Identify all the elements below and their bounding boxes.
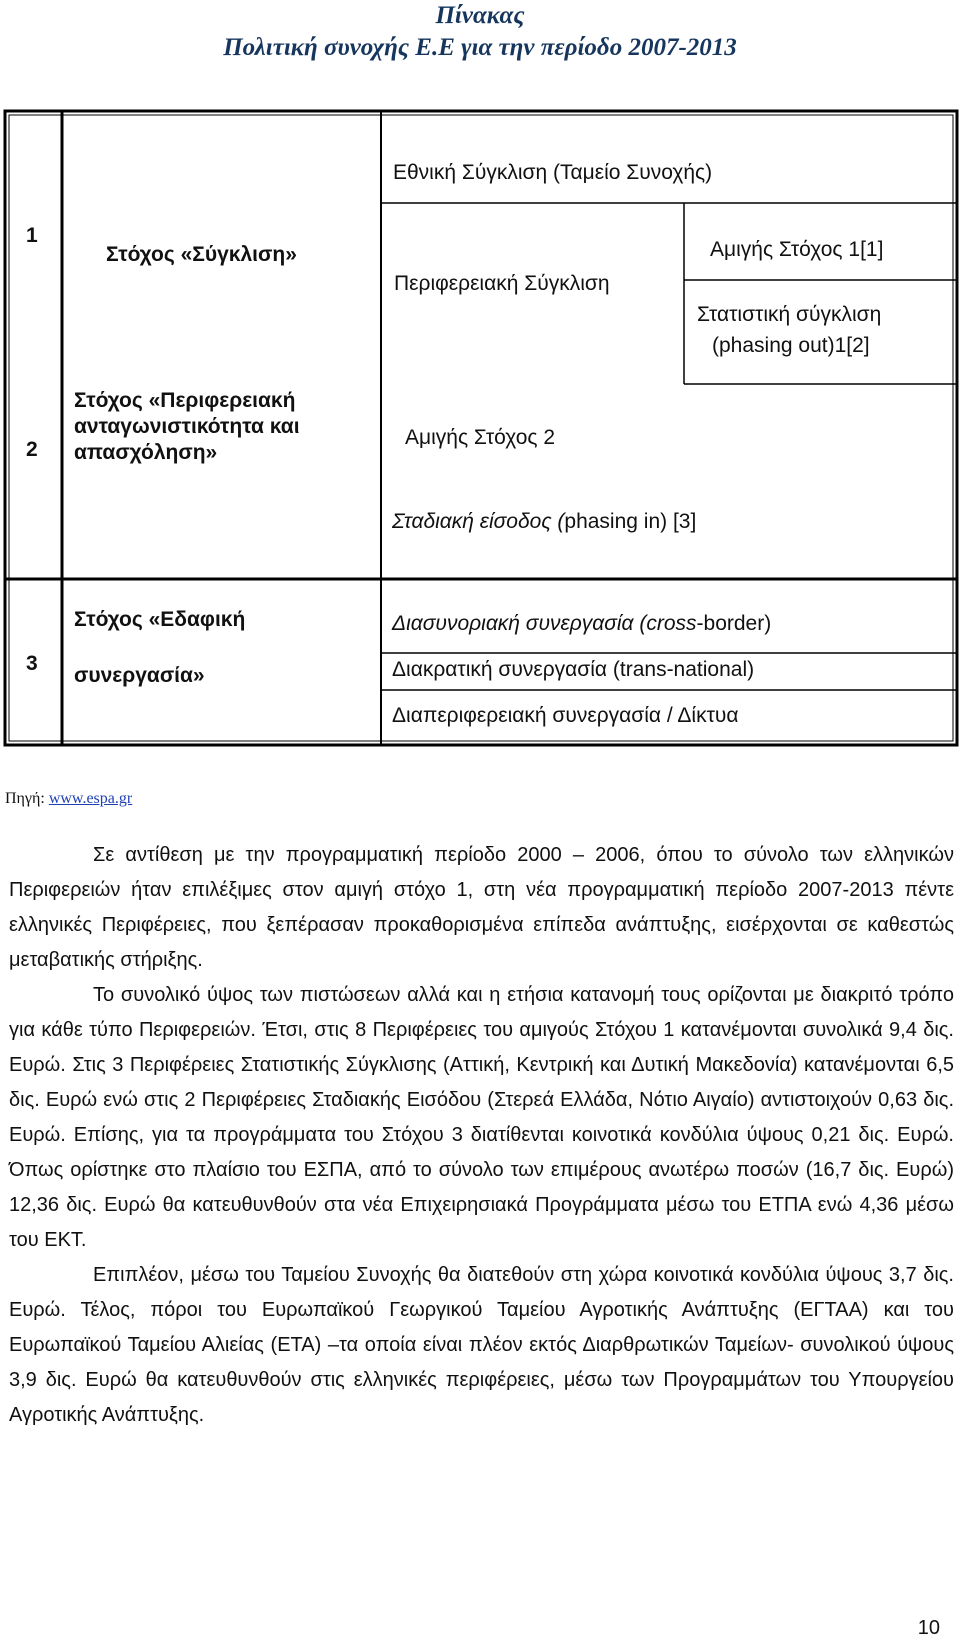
source-link[interactable]: www.espa.gr bbox=[48, 790, 133, 807]
row-2-number: 2 bbox=[26, 438, 38, 461]
phasing-out: (phasing out)1[2] bbox=[712, 334, 870, 357]
body-text bbox=[9, 838, 954, 1433]
row-2-goal bbox=[74, 388, 300, 466]
phasing-in-suffix: phasing in) [3] bbox=[564, 510, 697, 533]
source-note bbox=[5, 790, 132, 808]
cross-border-cooperation bbox=[392, 612, 771, 636]
row-3-number: 3 bbox=[26, 652, 38, 675]
table-caption-title: Πίνακας bbox=[435, 2, 525, 29]
row-1-number: 1 bbox=[26, 224, 38, 247]
phasing-in-prefix: Σταδιακή είσοδος ( bbox=[392, 510, 565, 533]
statistical-convergence: Στατιστική σύγκλιση bbox=[697, 303, 882, 326]
page-number: 10 bbox=[917, 1617, 940, 1639]
national-convergence: Εθνική Σύγκλιση (Ταμείο Συνοχής) bbox=[393, 161, 713, 184]
phasing-in bbox=[392, 510, 696, 534]
paragraph-2: Το συνολικό ύψος των πιστώσεων αλλά και η ετήσια κατανομή τους ορίζονται με διακριτό τρόπο για κάθε τύπο Περιφερειών. Έτσι, στις 8 Περιφέρειες του αμιγούς Στόχου 1 κατανέμονται συνολικά 9,4 δις. Ευρώ. Στις 3 Περιφέρειες Στατιστικής Σύγκλισης (Αττική, Κεντρική και Δυτική Μακεδονία) κατανέμονται 6,5 δις. Ευρώ ενώ στις 2 Περιφέρειες Σταδιακής Εισόδου (Στερεά Ελλάδα, Νότιο Αιγαίο) αντιστοιχούν 0,63 δις. Ευρώ. Επίσης, για τα προγράμματα του Στόχου 3 διατίθενται κοινοτικά κονδύλια ύψους 0,21 δις. Ευρώ. Όπως ορίστηκε στο πλαίσιο του ΕΣΠΑ, από το σύνολο των επιμέρους ανωτέρω ποσών (16,7 δις. Ευρώ) 12,36 δις. Ευρώ θα κατευθυνθούν στα νέα Επιχειρησιακά Προγράμματα μέσω του ΕΤΠΑ ενώ 4,36 μέσω του ΕΚΤ. bbox=[9, 984, 954, 1251]
interregional-cooperation: Διαπεριφερειακή συνεργασία / Δίκτυα bbox=[392, 704, 739, 727]
paragraph-3: Επιπλέον, μέσω του Ταμείου Συνοχής θα διατεθούν στη χώρα κοινοτικά κονδύλια ύψους 3,7 δις. Ευρώ. Τέλος, πόροι του Ευρωπαϊκού Γεωργικού Ταμείου Αγροτικής Ανάπτυξης (ΕΓΤΑΑ) και του Ευρωπαϊκού Ταμείου Αλιείας (ΕΤΑ) –τα οποία είναι πλέον εκτός Διαρθρωτικών Ταμείων- συνολικού ύψους 3,9 δις. Ευρώ θα κατευθυνθούν στις ελληνικές περιφέρειες, μέσω των Προγραμμάτων του Υπουργείου Αγροτικής Ανάπτυξης. bbox=[9, 1264, 954, 1426]
cross-border-prefix: Διασυνοριακή συνεργασία (cross bbox=[392, 612, 697, 635]
cohesion-policy-table bbox=[0, 106, 960, 750]
source-label: Πηγή: bbox=[5, 790, 49, 807]
row-1-goal: Στόχος «Σύγκλιση» bbox=[106, 243, 297, 266]
row-2-goal-line2: ανταγωνιστικότητα και bbox=[74, 415, 300, 438]
row-3-goal-line1: Στόχος «Εδαφική bbox=[74, 608, 246, 631]
transnational-cooperation: Διακρατική συνεργασία (trans-national) bbox=[392, 658, 755, 681]
row-3-goal-line2: συνεργασία» bbox=[74, 664, 205, 687]
paragraph-1: Σε αντίθεση με την προγραμματική περίοδο 2000 – 2006, όπου το σύνολο των ελληνικών Περιφερειών ήταν επιλέξιμες στον αμιγή στόχο 1, στη νέα προγραμματική περίοδο 2007-2013 πέντε ελληνικές Περιφέρειες, που ξεπέρασαν προκαθορισμένα επίπεδα ανάπτυξης, εισέρχονται σε καθεστώς μεταβατικής στήριξης. bbox=[9, 844, 954, 971]
row-2-goal-line1: Στόχος «Περιφερειακή bbox=[74, 389, 296, 412]
table-caption-subtitle: Πολιτική συνοχής Ε.Ε για την περίοδο 2007-2013 bbox=[223, 34, 737, 61]
regional-convergence: Περιφερειακή Σύγκλιση bbox=[394, 272, 610, 295]
pure-goal-1: Αμιγής Στόχος 1[1] bbox=[710, 238, 884, 261]
pure-goal-2: Αμιγής Στόχος 2 bbox=[405, 426, 556, 449]
row-2-goal-line3: απασχόληση» bbox=[74, 441, 218, 464]
cross-border-suffix: -border) bbox=[696, 612, 772, 635]
